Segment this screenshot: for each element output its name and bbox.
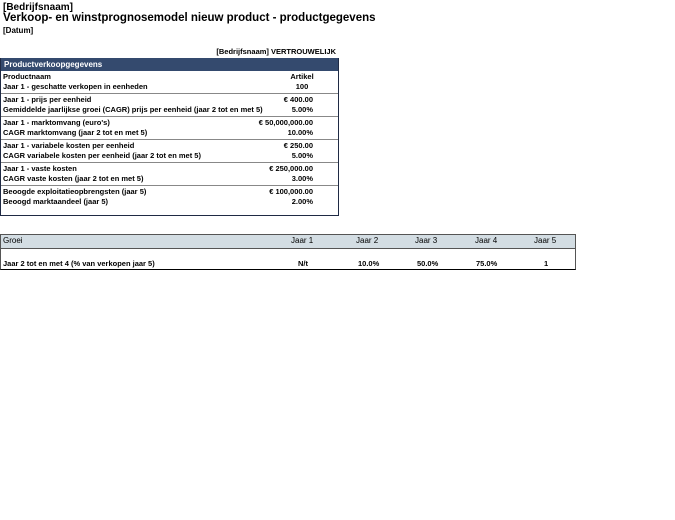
company-name: [Bedrijfsnaam] [3, 2, 74, 13]
product-row[interactable] [1, 187, 338, 197]
row-label: Beoogde exploitatieopbrengsten (jaar 5) [3, 187, 147, 196]
confidential-label: [Bedrijfsnaam] VERTROUWELIJK [216, 47, 336, 56]
growth-value-year-1[interactable]: N/t [298, 259, 308, 268]
row-value[interactable]: 3.00% [291, 173, 313, 183]
growth-header [1, 234, 575, 249]
product-group [1, 71, 338, 94]
product-group [1, 163, 338, 186]
product-group [1, 117, 338, 140]
row-value[interactable]: € 250.00 [283, 141, 313, 150]
column-header-year-2: Jaar 2 [356, 236, 379, 245]
row-label: Jaar 1 - geschatte verkopen in eenheden [3, 81, 148, 91]
row-label: CAGR marktomvang (jaar 2 tot en met 5) [3, 127, 148, 137]
growth-value-year-2[interactable]: 10.0% [358, 259, 380, 268]
column-header-year-3: Jaar 3 [415, 236, 438, 245]
row-value[interactable]: 2.00% [291, 196, 313, 206]
row-value[interactable]: 100 [295, 81, 309, 91]
date-label: [Datum] [3, 26, 34, 35]
row-label: Gemiddelde jaarlijkse groei (CAGR) prijs per eenheid (jaar 2 tot en met 5) [3, 104, 263, 114]
row-value[interactable]: € 100,000.00 [269, 187, 313, 196]
growth-header-label: Groei [3, 236, 23, 245]
page-title: Verkoop- en winstprognosemodel nieuw product - productgegevens [3, 12, 376, 24]
row-value[interactable]: € 400.00 [283, 95, 313, 104]
row-label: CAGR variabele kosten per eenheid (jaar 2 tot en met 5) [3, 150, 201, 160]
column-header-year-4: Jaar 4 [475, 236, 498, 245]
growth-value-year-5[interactable]: 1 [544, 259, 549, 268]
product-row[interactable] [1, 128, 338, 138]
column-header-year-1: Jaar 1 [291, 236, 314, 245]
column-header-year-5: Jaar 5 [534, 236, 557, 245]
row-label: Jaar 1 - variabele kosten per eenheid [3, 141, 135, 150]
row-value[interactable]: Artikel [290, 72, 314, 81]
product-row[interactable] [1, 151, 338, 161]
growth-table [0, 234, 576, 270]
product-row[interactable] [1, 174, 338, 184]
product-row[interactable] [1, 118, 338, 128]
row-value[interactable]: 10.00% [287, 127, 313, 137]
product-group [1, 186, 338, 208]
growth-row-label: Jaar 2 tot en met 4 (% van verkopen jaar 5) [3, 259, 155, 268]
growth-value-year-4[interactable]: 75.0% [476, 259, 498, 268]
row-value[interactable]: € 250,000.00 [269, 164, 313, 173]
growth-row[interactable] [1, 249, 575, 269]
product-row[interactable] [1, 72, 338, 82]
row-value[interactable]: 5.00% [291, 150, 313, 160]
row-label: Jaar 1 - vaste kosten [3, 164, 77, 173]
row-label: Productnaam [3, 72, 51, 81]
row-label: Jaar 1 - marktomvang (euro's) [3, 118, 110, 127]
product-row[interactable] [1, 105, 338, 115]
row-label: CAGR vaste kosten (jaar 2 tot en met 5) [3, 173, 144, 183]
product-row[interactable] [1, 197, 338, 207]
product-row[interactable] [1, 82, 338, 92]
product-row[interactable] [1, 141, 338, 151]
product-group [1, 94, 338, 117]
growth-value-year-3[interactable]: 50.0% [417, 259, 439, 268]
product-row[interactable] [1, 164, 338, 174]
row-label: Jaar 1 - prijs per eenheid [3, 95, 92, 104]
product-row[interactable] [1, 95, 338, 105]
product-group [1, 140, 338, 163]
row-label: Beoogd marktaandeel (jaar 5) [3, 196, 109, 206]
row-value[interactable]: 5.00% [291, 104, 313, 114]
row-value[interactable]: € 50,000,000.00 [258, 118, 313, 127]
product-sales-table [0, 58, 339, 216]
product-sales-header: Productverkoopgegevens [1, 58, 338, 71]
